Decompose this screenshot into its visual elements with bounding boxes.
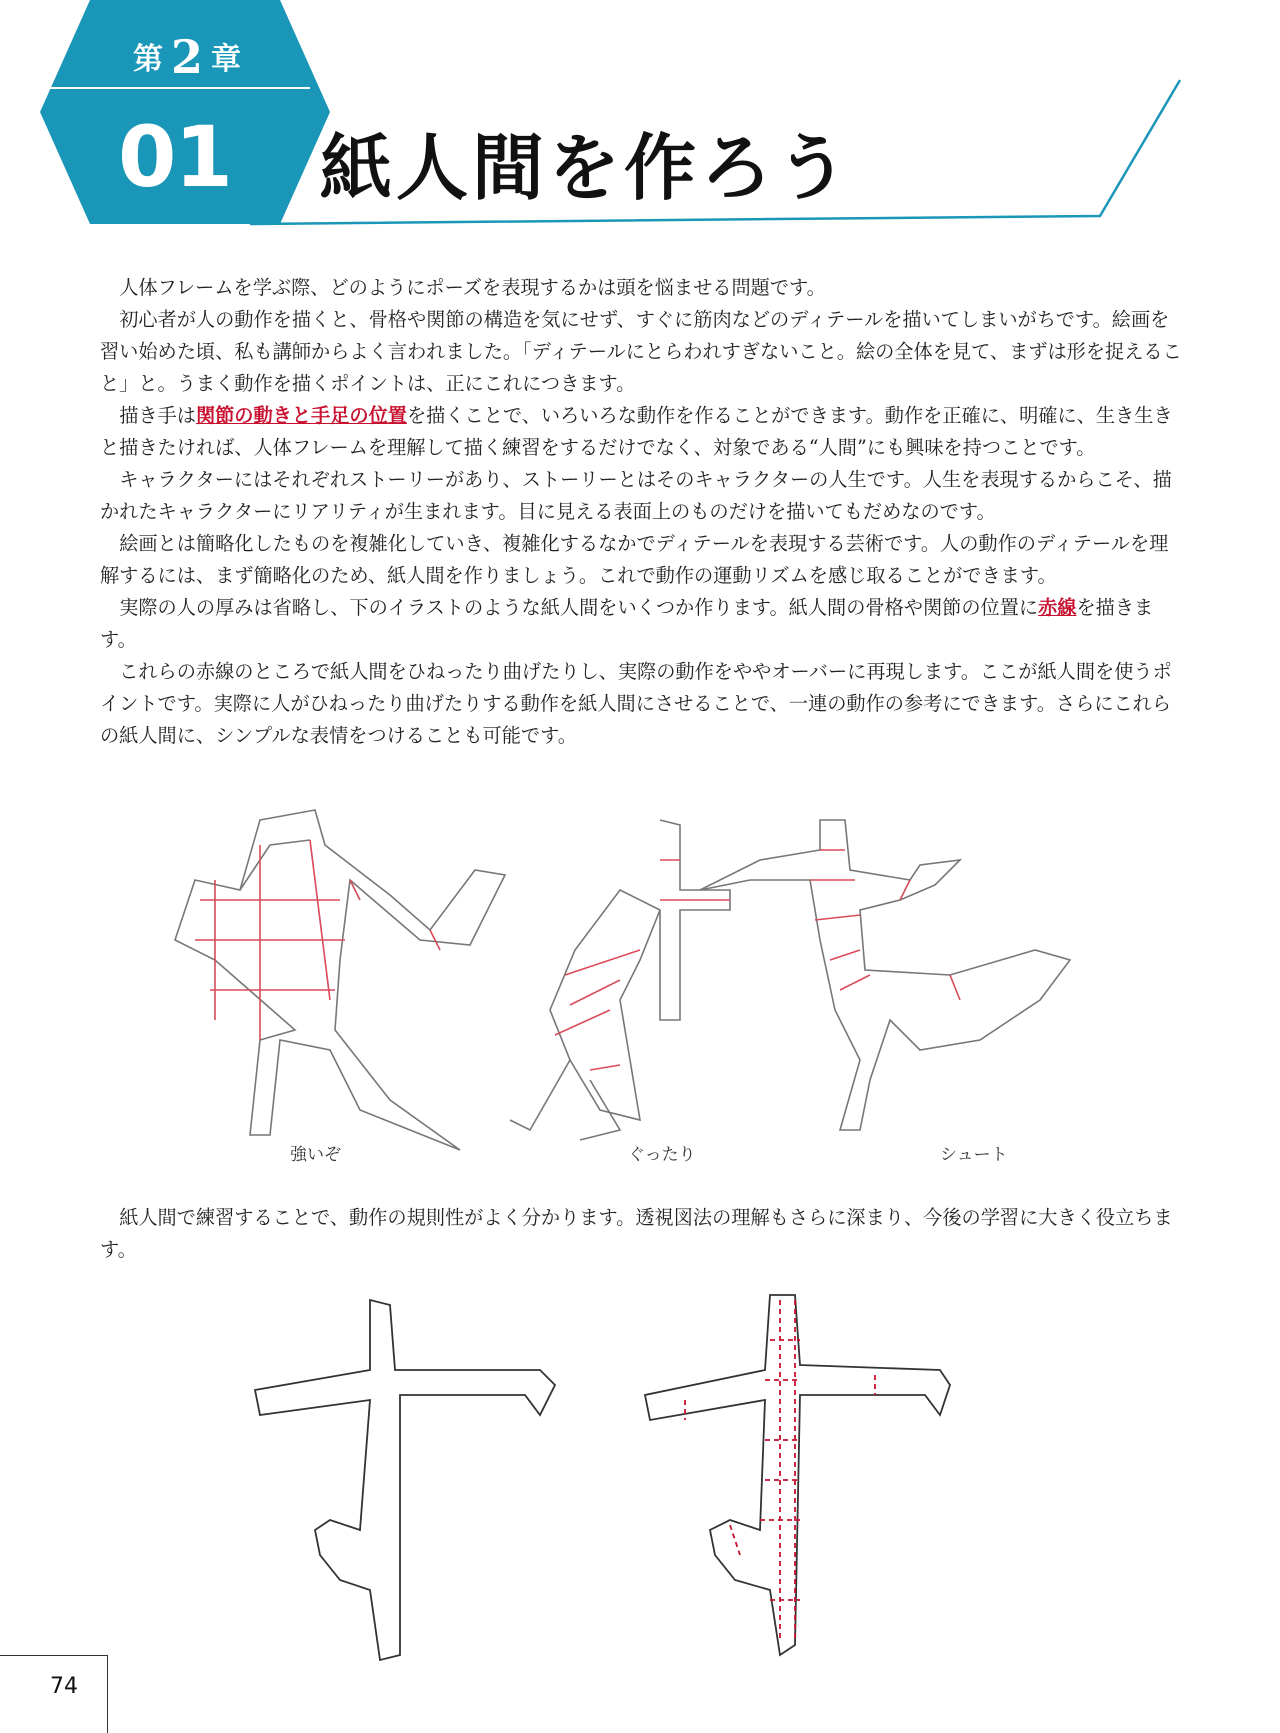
paragraph: 人体フレームを学ぶ際、どのようにポーズを表現するかは頭を悩ませる問題です。 — [119, 276, 826, 299]
figure-strong — [175, 810, 505, 1150]
caption-limp: ぐったり — [628, 1145, 696, 1165]
text-span: 実際の人の厚みは省略し、下のイラストのような紙人間をいくつか作ります。紙人間の骨格や関節の位置に — [119, 596, 1039, 619]
paper-figure-sketches — [100, 800, 1180, 1180]
body-text-lower — [100, 1202, 1182, 1266]
chapter-header — [0, 0, 1280, 240]
paper-figure-outline — [230, 1280, 1010, 1680]
chapter-prefix: 第 — [132, 42, 165, 77]
page-number-box — [0, 1655, 108, 1733]
figure-strong-redlines — [195, 840, 440, 1040]
paper-human-plain — [255, 1300, 555, 1660]
paragraph — [100, 592, 1182, 656]
paper-human-joint-lines — [685, 1300, 875, 1640]
paragraph — [100, 400, 1182, 464]
paragraph: 紙人間で練習することで、動作の規則性がよく分かります。透視図法の理解もさらに深まり、今後の学習に大きく役立ちます。 — [100, 1206, 1173, 1261]
figure-limp-redlines — [555, 860, 730, 1070]
text-span: を描きます。 — [100, 596, 1154, 651]
text-span: 描き手は — [119, 404, 196, 427]
chapter-suffix: 章 — [211, 42, 243, 77]
section-number: 01 — [118, 108, 231, 206]
body-text — [100, 272, 1182, 752]
page-title: 紙人間を作ろう — [320, 126, 853, 210]
figure-shoot-redlines — [810, 850, 960, 1000]
figure-shoot — [700, 820, 1070, 1130]
chapter-label — [128, 30, 248, 84]
chapter-number: 2 — [170, 30, 205, 84]
sketch-illustrations — [100, 800, 1180, 1180]
paragraph: キャラクターにはそれぞれストーリーがあり、ストーリーとはそのキャラクターの人生です。人生を表現するからこそ、描かれたキャラクターにリアリティが生まれます。目に見える表面上のものだけを描いてもだめなのです。 — [100, 468, 1172, 523]
paper-human-outlines — [230, 1280, 1010, 1680]
highlight-text: 関節の動きと手足の位置 — [195, 404, 407, 427]
paragraph: 初心者が人の動作を描くと、骨格や関節の構造を気にせず、すぐに筋肉などのディテールを描いてしまいがちです。絵画を習い始めた頃、私も講師からよく言われました。「ディテールにとらわれすぎないこと。絵の全体を見て、まずは形を捉えること」と。うまく動作を描くポイントは、正にこれにつきます。 — [100, 308, 1182, 395]
paper-human-marked — [645, 1295, 950, 1655]
paragraph: 絵画とは簡略化したものを複雑化していき、複雑化するなかでディテールを表現する芸術です。人の動作のディテールを理解するには、まず簡略化のため、紙人間を作りましょう。これで動作の運動リズムを感じ取ることができます。 — [100, 532, 1169, 587]
text-span: を描くことで、いろいろな動作を作ることができます。動作を正確に、明確に、生き生きと描きたければ、人体フレームを理解して描く練習をするだけでなく、対象である“人間”にも興味を持つことです。 — [100, 404, 1173, 459]
caption-strong: 強いぞ — [290, 1145, 341, 1165]
caption-shoot: シュート — [940, 1145, 1008, 1165]
paragraph: これらの赤線のところで紙人間をひねったり曲げたりし、実際の動作をややオーバーに再現します。ここが紙人間を使うポイントです。実際に人がひねったり曲げたりする動作を紙人間にさせることで、一連の動作の参考にできます。さらにこれらの紙人間に、シンプルな表情をつけることも可能です。 — [100, 660, 1172, 747]
page-number: 74 — [50, 1674, 78, 1699]
highlight-text: 赤線 — [1038, 596, 1077, 619]
